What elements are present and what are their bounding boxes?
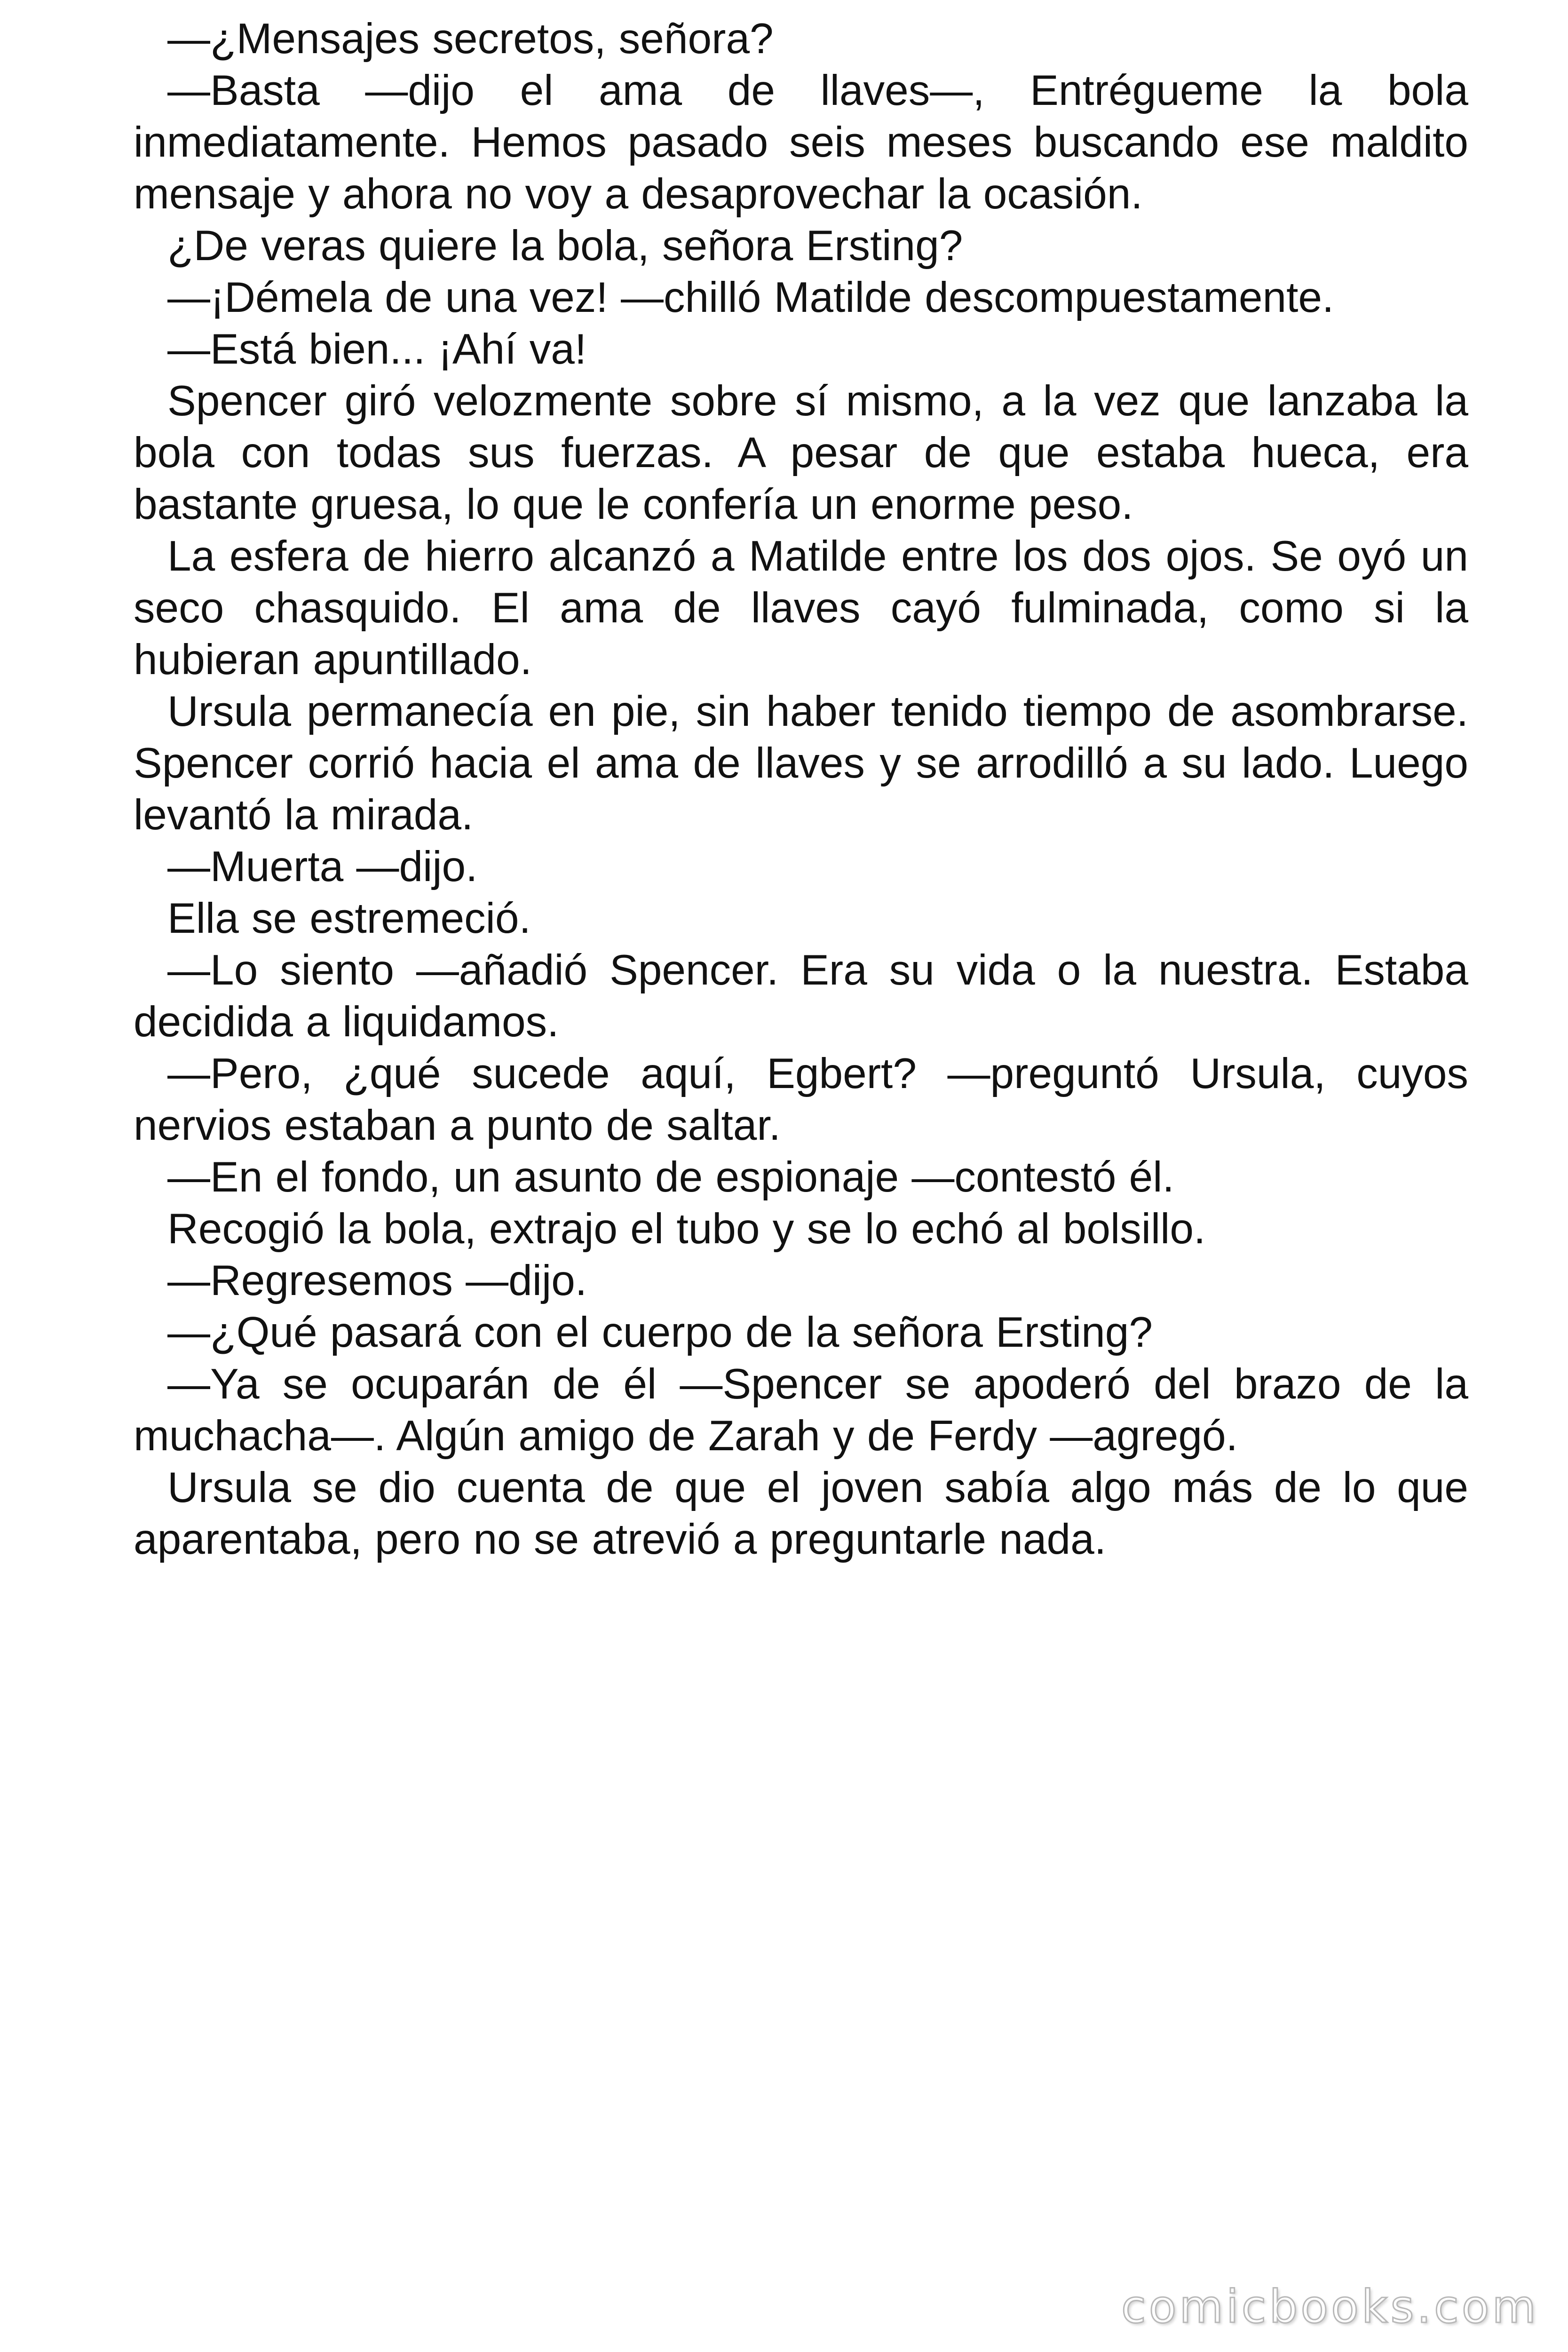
paragraph: Ursula permanecía en pie, sin haber tenido tiempo de asombrarse. Spencer corrió hacia el ama de llaves y se arrodilló a su lado. Luego levantó la mirada. bbox=[134, 688, 1468, 839]
paragraph: —¿Qué pasará con el cuerpo de la señora Ersting? bbox=[167, 1309, 1153, 1356]
paragraph: —Está bien... ¡Ahí va! bbox=[167, 326, 587, 373]
page-body bbox=[134, 13, 1468, 1565]
paragraph: —Ya se ocuparán de él —Spencer se apoderó del brazo de la muchacha—. Algún amigo de Zarah y de Ferdy —agregó. bbox=[134, 1360, 1468, 1460]
paragraph: Recogió la bola, extrajo el tubo y se lo echó al bolsillo. bbox=[167, 1205, 1206, 1253]
paragraph: —Pero, ¿qué sucede aquí, Egbert? —preguntó Ursula, cuyos nervios estaban a punto de saltar. bbox=[134, 1050, 1468, 1149]
paragraph: Ella se estremeció. bbox=[167, 895, 531, 942]
paragraph: ¿De veras quiere la bola, señora Ersting? bbox=[167, 222, 963, 270]
paragraph: —Regresemos —dijo. bbox=[167, 1257, 587, 1304]
watermark-logo: comicbooks.com bbox=[1121, 2280, 1539, 2333]
paragraph: Spencer giró velozmente sobre sí mismo, a la vez que lanzaba la bola con todas sus fuerzas. A pesar de que estaba hueca, era bastante gruesa, lo que le confería un enorme peso. bbox=[134, 377, 1468, 528]
paragraph: La esfera de hierro alcanzó a Matilde entre los dos ojos. Se oyó un seco chasquido. El ama de llaves cayó fulminada, como si la hubieran apuntillado. bbox=[134, 532, 1468, 683]
paragraph: —¿Mensajes secretos, señora? bbox=[167, 15, 774, 63]
paragraph: —Basta —dijo el ama de llaves—, Entrégueme la bola inmediatamente. Hemos pasado seis meses buscando ese maldito mensaje y ahora no voy a desaprovechar la ocasión. bbox=[134, 67, 1468, 218]
paragraph: —Lo siento —añadió Spencer. Era su vida o la nuestra. Estaba decidida a liquidamos. bbox=[134, 946, 1468, 1046]
paragraph: Ursula se dio cuenta de que el joven sabía algo más de lo que aparentaba, pero no se atrevió a preguntarle nada. bbox=[134, 1464, 1468, 1563]
paragraph: —¡Démela de una vez! —chilló Matilde descompuestamente. bbox=[167, 274, 1334, 321]
story-text bbox=[134, 13, 1468, 1565]
paragraph: —En el fondo, un asunto de espionaje —contestó él. bbox=[167, 1153, 1174, 1201]
paragraph: —Muerta —dijo. bbox=[167, 843, 478, 890]
